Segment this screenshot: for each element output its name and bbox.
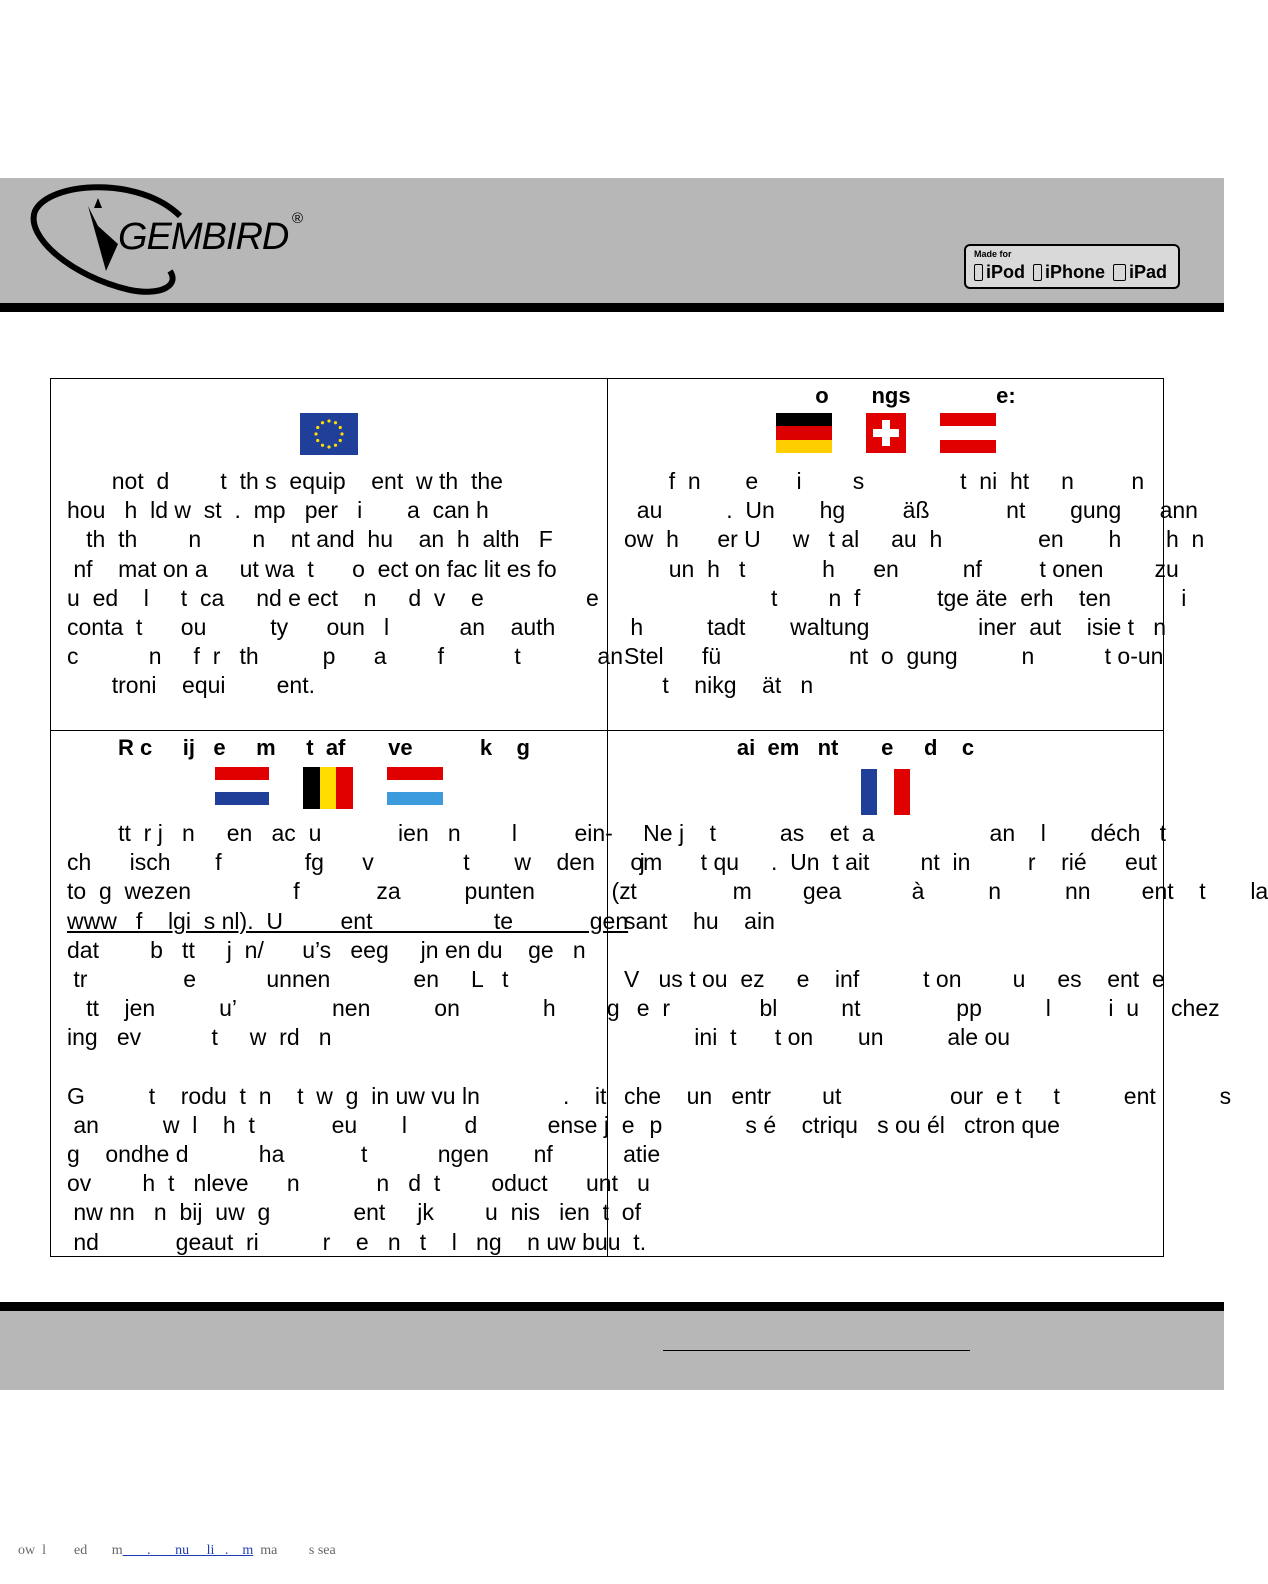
belgium-flag-icon [303, 767, 353, 809]
text-line-with-link[interactable]: www f lgi s nl). U ent te gen [67, 907, 629, 934]
footer-rule [0, 1302, 1224, 1311]
text-line: dat b tt j n/ u’s eeg jn en du ge n [67, 936, 586, 963]
text-line: an w l h t eu l d ense j e [67, 1111, 635, 1138]
text-line: p s é ctriqu s ou él ctron que [624, 1111, 1060, 1138]
ipod-item [974, 262, 1025, 283]
ipad-label: iPad [1129, 262, 1168, 282]
text-line: V us t ou ez e inf t on u es ent e [624, 965, 1165, 992]
english-text [67, 467, 623, 701]
eu-star [321, 444, 324, 447]
text-line: Stel fü nt o gung n t o-un [624, 643, 1164, 670]
eu-star [321, 421, 324, 424]
cell-french [608, 731, 1268, 1256]
text-line: u ed l t ca nd e ect n d v e e [67, 584, 599, 611]
text-line: conta t ou ty oun l an auth [67, 613, 556, 640]
ipad-icon [1113, 264, 1126, 281]
text-line: hou h ld w st . mp per i a can h [67, 497, 489, 524]
text-line: G t rodu t n t w g in uw vu ln . it [67, 1082, 607, 1109]
text-line [624, 1053, 1147, 1082]
bottom-note [18, 1543, 336, 1559]
text-line: h tadt waltung iner aut isie t n [624, 613, 1167, 640]
text-line [624, 936, 1147, 965]
text-line: ov h t nleve n n d t oduct unt u [67, 1170, 650, 1197]
eu-star [327, 445, 330, 448]
ipod-icon [974, 264, 983, 281]
text-line: nd geaut ri r e n t l ng n uw buu t. [67, 1228, 647, 1255]
text-line: troni equi ent. [67, 672, 316, 699]
switzerland-flag-icon [866, 413, 906, 453]
eu-star [316, 426, 319, 429]
bottom-note-tail: ma s sea [253, 1543, 336, 1558]
france-flag-icon [861, 769, 911, 815]
german-title: o ngs e: [815, 383, 1016, 408]
text-line: t n f tge äte erh ten i [624, 584, 1187, 611]
iphone-label: iPhone [1045, 262, 1106, 282]
disposal-info-table [50, 378, 1268, 1257]
text-line: ow h er U w t al au h en h h n [624, 526, 1205, 553]
text-line: un h t h en nf t onen zu [624, 555, 1179, 582]
registered-mark: ® [292, 210, 304, 227]
eu-star [316, 439, 319, 442]
made-for-badge [964, 244, 1180, 289]
text-line: not d t th s equip ent w th the [67, 468, 503, 494]
text-line: nw nn n bij uw g ent jk u nis ien t of [67, 1199, 641, 1226]
text-line: f n e i s t ni ht n n [624, 468, 1145, 494]
ipod-label: iPod [986, 262, 1025, 282]
text-line: t nikg ät n [624, 672, 814, 699]
german-text [624, 467, 1205, 701]
text-line: om t qu . Un t ait nt in r rié eut [624, 849, 1158, 876]
text-line: th th n n nt and hu an h alth F [67, 526, 553, 553]
bottom-note-link[interactable]: . nu li . m [122, 1543, 254, 1558]
eu-star [327, 419, 330, 422]
brand-name: GEMBIRD [118, 216, 289, 258]
ipad-item [1113, 262, 1167, 283]
luxembourg-flag-icon [387, 767, 443, 805]
eu-star [340, 432, 343, 435]
text-line: to g wezen f za punten (z [67, 878, 631, 905]
text-line: e r bl nt pp l i u chez [624, 995, 1220, 1022]
text-line: tt jen u’ nen on h g [67, 995, 620, 1022]
austria-flag-icon [940, 413, 996, 453]
text-line: ch isch f fg v t w den j [67, 849, 645, 876]
dutch-title: R c ij e m t af ve k g [117, 735, 530, 760]
text-line: g ondhe d ha t ngen nf atie [67, 1141, 661, 1168]
text-line: nf mat on a ut wa t o ect on fac lit es fo [67, 555, 557, 582]
header-rule [0, 303, 1224, 312]
french-title: ai em nt e d c [736, 735, 975, 760]
text-line: c n f r th p a f t an [67, 643, 623, 670]
eu-star [314, 432, 317, 435]
cell-german [608, 379, 1205, 731]
made-for-label: Made for [974, 249, 1012, 259]
iphone-icon [1033, 264, 1042, 281]
cell-english [51, 379, 623, 731]
text-line: ini t t on un ale ou [624, 1024, 1011, 1051]
iphone-item [1033, 262, 1105, 283]
cell-dutch [51, 731, 661, 1256]
eu-star [339, 426, 342, 429]
text-line: ing ev t w rd n [67, 1024, 332, 1051]
eu-flag-icon [300, 413, 358, 455]
eu-star [339, 439, 342, 442]
text-line: t m gea à n nn ent t la [624, 878, 1268, 905]
eu-star [334, 421, 337, 424]
text-line: tt r j n en ac u ien n l ein- [67, 820, 613, 846]
french-text [624, 819, 1268, 1140]
germany-flag-icon [776, 413, 832, 453]
bottom-note-lead: ow l ed m [18, 1543, 123, 1558]
dutch-text [67, 819, 661, 1257]
text-line [67, 1053, 591, 1082]
netherlands-flag-icon [215, 767, 269, 805]
text-line: Ne j t as et a an l déch t [624, 820, 1166, 846]
eu-star [334, 444, 337, 447]
text-line: au . Un hg äß nt gung ann [624, 497, 1198, 524]
footer-band [0, 1311, 1224, 1390]
footer-link-underline[interactable] [663, 1350, 970, 1351]
text-line: sant hu ain [624, 907, 775, 934]
text-line: tr e unnen en L t [67, 965, 509, 992]
text-line: che un entr ut our e t t ent s [624, 1082, 1232, 1109]
